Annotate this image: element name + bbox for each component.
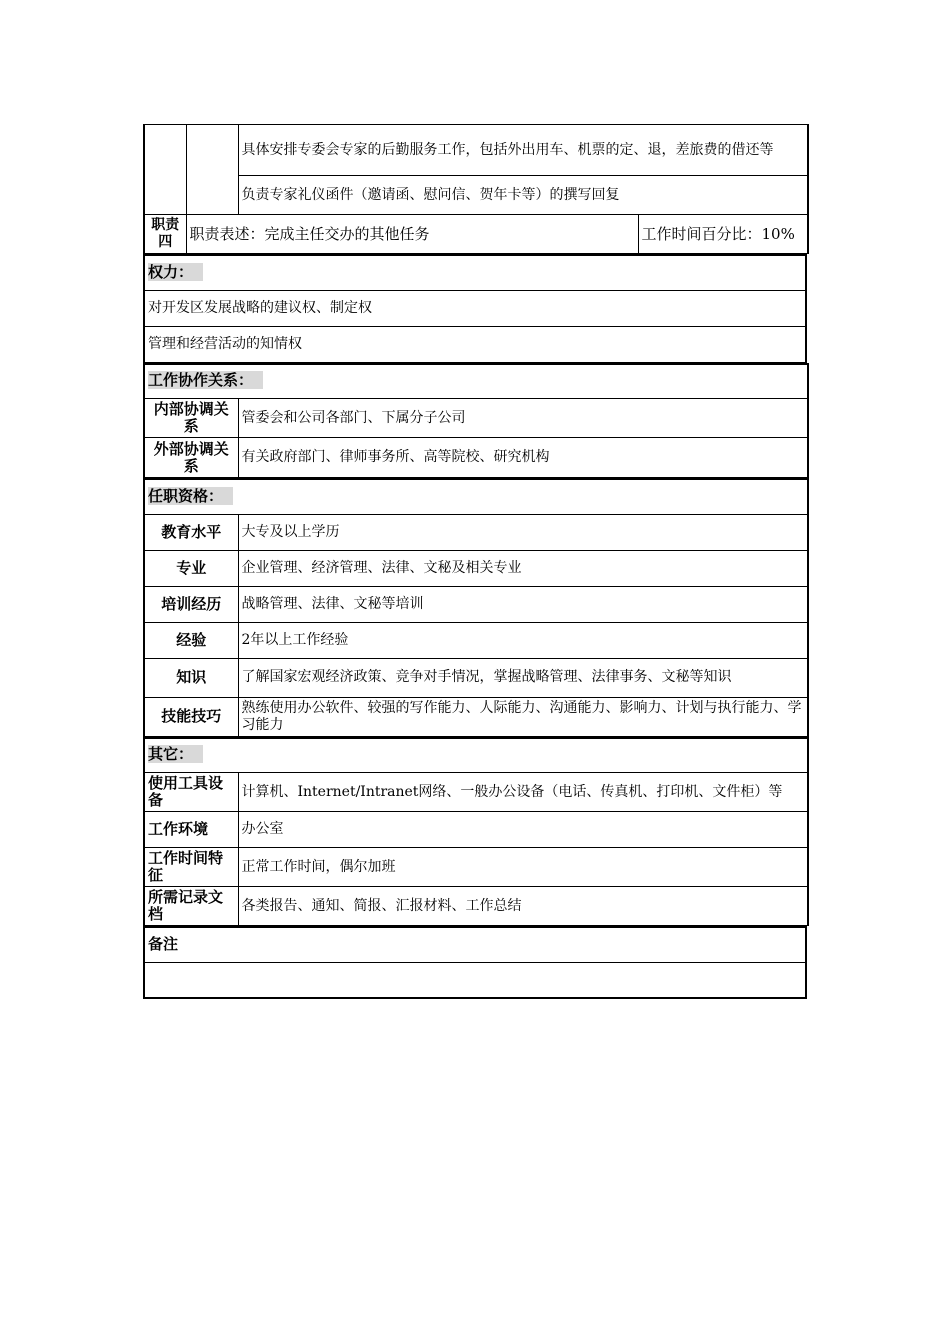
relations-heading: 工作协作关系： [148, 371, 263, 389]
education-label: 教育水平 [144, 514, 238, 550]
qualifications-heading: 任职资格： [148, 487, 233, 505]
remarks-table [143, 926, 807, 999]
authority-table [143, 254, 807, 363]
other-table [143, 737, 809, 927]
other-heading-cell [144, 738, 808, 773]
education-value: 大专及以上学历 [238, 514, 808, 550]
authority-heading-cell [144, 255, 806, 290]
qualifications-heading-cell [144, 479, 808, 514]
duty4-time-percent: 工作时间百分比：10% [638, 215, 808, 254]
authority-heading: 权力： [148, 263, 203, 281]
tools-label: 使用工具设备 [144, 773, 238, 812]
environment-value: 办公室 [238, 812, 808, 848]
remarks-heading: 备注 [144, 927, 806, 962]
skills-value: 熟练使用办公软件、较强的写作能力、人际能力、沟通能力、影响力、计划与执行能力、学习能力 [238, 697, 808, 736]
external-relations-value: 有关政府部门、律师事务所、高等院校、研究机构 [238, 438, 808, 478]
duty4-description: 职责表述：完成主任交办的其他任务 [186, 215, 638, 254]
duty-task-2: 负责专家礼仪函件（邀请函、慰问信、贺年卡等）的撰写回复 [238, 176, 808, 215]
skills-label: 技能技巧 [144, 697, 238, 736]
internal-relations-value: 管委会和公司各部门、下属分子公司 [238, 399, 808, 438]
work-hours-value: 正常工作时间，偶尔加班 [238, 848, 808, 887]
internal-relations-label: 内部协调关系 [144, 399, 238, 438]
training-label: 培训经历 [144, 586, 238, 622]
records-value: 各类报告、通知、简报、汇报材料、工作总结 [238, 887, 808, 926]
qualifications-table [143, 478, 809, 737]
duties-table [143, 124, 809, 254]
authority-item: 管理和经营活动的知情权 [144, 326, 806, 362]
tools-value: 计算机、Internet/Intranet网络、一般办公设备（电话、传真机、打印机、文件柜）等 [238, 773, 808, 812]
remarks-value [144, 962, 806, 998]
experience-value: 2年以上工作经验 [238, 622, 808, 658]
relations-table [143, 363, 809, 479]
major-label: 专业 [144, 550, 238, 586]
external-relations-label: 外部协调关系 [144, 438, 238, 478]
authority-item: 对开发区发展战略的建议权、制定权 [144, 290, 806, 326]
duty-task-1: 具体安排专委会专家的后勤服务工作，包括外出用车、机票的定、退，差旅费的借还等 [238, 125, 808, 176]
records-label: 所需记录文档 [144, 887, 238, 926]
training-value: 战略管理、法律、文秘等培训 [238, 586, 808, 622]
duty-label-cell [144, 125, 186, 215]
experience-label: 经验 [144, 622, 238, 658]
duty-sub-cell [186, 125, 238, 215]
knowledge-label: 知识 [144, 658, 238, 697]
job-description-table [143, 124, 807, 999]
knowledge-value: 了解国家宏观经济政策、竞争对手情况，掌握战略管理、法律事务、文秘等知识 [238, 658, 808, 697]
environment-label: 工作环境 [144, 812, 238, 848]
work-hours-label: 工作时间特征 [144, 848, 238, 887]
duty4-label: 职责四 [144, 215, 186, 254]
relations-heading-cell [144, 364, 808, 399]
major-value: 企业管理、经济管理、法律、文秘及相关专业 [238, 550, 808, 586]
other-heading: 其它： [148, 745, 203, 763]
